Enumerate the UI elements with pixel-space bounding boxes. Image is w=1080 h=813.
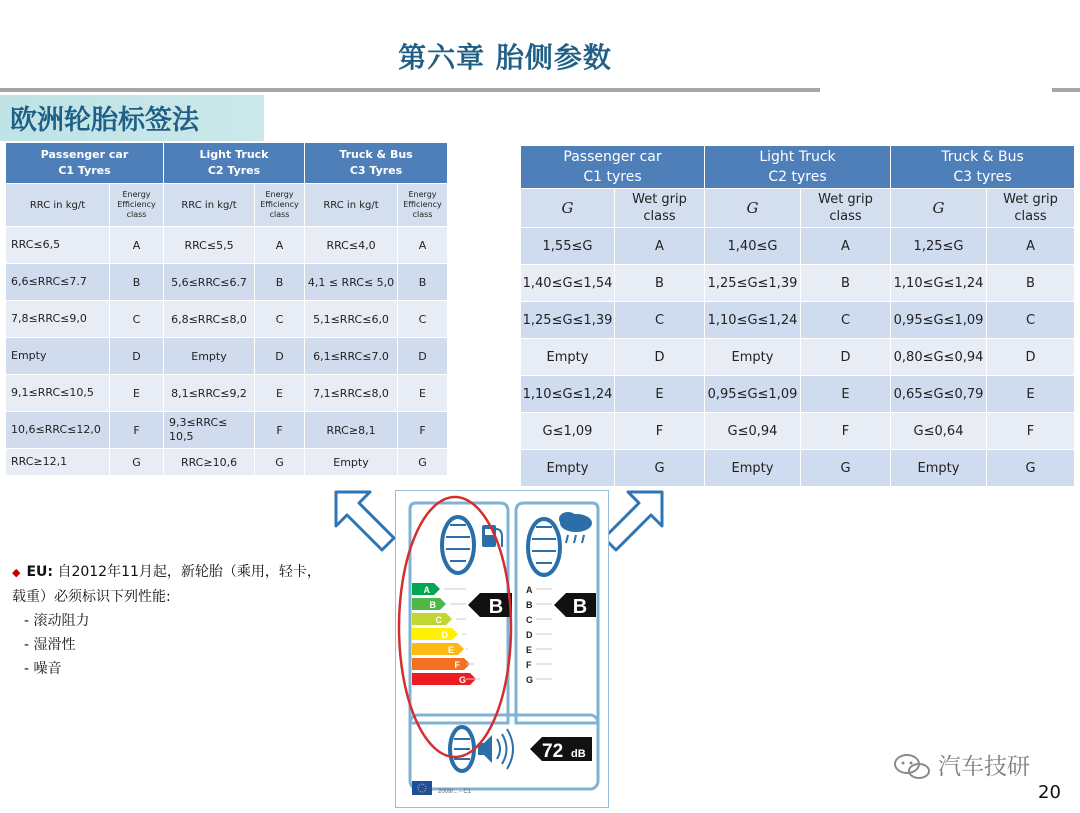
- energy-class-bar: [412, 643, 464, 655]
- table-row: [6, 338, 448, 375]
- table-cell: B: [615, 265, 705, 302]
- table-cell: G: [615, 450, 705, 487]
- table-cell: A: [110, 227, 164, 264]
- table-row: [521, 450, 1075, 487]
- energy-scale: [412, 583, 480, 685]
- rr-subheader-value: RRC in kg/t: [305, 184, 398, 227]
- table-cell: F: [987, 413, 1075, 450]
- table-cell: RRC≤6,5: [6, 227, 110, 264]
- table-cell: E: [615, 376, 705, 413]
- table-cell: 1,40≤G≤1,54: [521, 265, 615, 302]
- table-cell: A: [398, 227, 448, 264]
- table-row: [6, 375, 448, 412]
- rr-group-header: Light Truck C2 Tyres: [164, 143, 305, 184]
- wet-grip-table: [520, 145, 1075, 487]
- wet-class-letter: E: [526, 645, 533, 655]
- table-cell: 5,1≤RRC≤6,0: [305, 301, 398, 338]
- energy-class-letter: C: [435, 615, 442, 625]
- table-cell: RRC≥12,1: [6, 449, 110, 476]
- table-row: [6, 449, 448, 476]
- energy-class-letter: A: [423, 585, 430, 595]
- energy-class-bar: [412, 658, 470, 670]
- section-title: 欧洲轮胎标签法: [10, 105, 199, 136]
- table-cell: B: [255, 264, 305, 301]
- table-cell: 1,10≤G≤1,24: [891, 265, 987, 302]
- table-cell: D: [398, 338, 448, 375]
- table-cell: C: [987, 302, 1075, 339]
- list-item: - 噪音: [24, 661, 62, 677]
- table-cell: Empty: [521, 339, 615, 376]
- table-cell: 6,1≤RRC≤7.0: [305, 338, 398, 375]
- table-cell: F: [615, 413, 705, 450]
- rr-group-header: Truck & Bus C3 Tyres: [305, 143, 448, 184]
- table-cell: Empty: [891, 450, 987, 487]
- table-cell: C: [801, 302, 891, 339]
- rr-subheader-class: Energy Efficiency class: [110, 184, 164, 227]
- wg-subheader-value: G: [705, 189, 801, 228]
- table-cell: 9,3≤RRC≤ 10,5: [164, 412, 255, 449]
- noise-rating: [530, 737, 592, 762]
- wg-subheader-value: G: [521, 189, 615, 228]
- arrow-up-left-icon: [330, 486, 400, 552]
- wet-class-letter: B: [526, 600, 533, 610]
- rolling-resistance-table: [5, 142, 448, 476]
- wg-subheader-class: Wet grip class: [615, 189, 705, 228]
- table-row: [521, 413, 1075, 450]
- noise-unit: dB: [571, 748, 586, 760]
- wet-class-letter: G: [526, 675, 534, 685]
- table-cell: D: [110, 338, 164, 375]
- table-cell: A: [255, 227, 305, 264]
- table-cell: 10,6≤RRC≤12,0: [6, 412, 110, 449]
- wg-subheader-value: G: [891, 189, 987, 228]
- table-cell: 1,10≤G≤1,24: [521, 376, 615, 413]
- table-row: [6, 412, 448, 449]
- table-cell: 1,40≤G: [705, 228, 801, 265]
- label-footer: 2009/... - C1: [438, 789, 472, 795]
- table-cell: 6,6≤RRC≤7.7: [6, 264, 110, 301]
- table-cell: 1,25≤G: [891, 228, 987, 265]
- table-cell: C: [398, 301, 448, 338]
- table-row: [521, 228, 1075, 265]
- eu-label: EU:: [26, 564, 53, 580]
- energy-class-letter: F: [454, 660, 460, 670]
- list-item: - 滚动阻力: [24, 613, 90, 629]
- wechat-icon: [892, 752, 932, 782]
- table-row: [521, 265, 1075, 302]
- speaker-icon: [478, 729, 513, 769]
- wet-class-letter: D: [526, 630, 533, 640]
- table-cell: 0,65≤G≤0,79: [891, 376, 987, 413]
- table-cell: G: [110, 449, 164, 476]
- wg-subheader-class: Wet grip class: [801, 189, 891, 228]
- tyre-icon: [450, 727, 474, 771]
- diamond-bullet-icon: ◆: [12, 566, 21, 579]
- table-cell: F: [255, 412, 305, 449]
- table-cell: 7,8≤RRC≤9,0: [6, 301, 110, 338]
- table-cell: B: [398, 264, 448, 301]
- watermark: 汽车技研: [938, 754, 1030, 780]
- table-cell: Empty: [6, 338, 110, 375]
- table-cell: B: [801, 265, 891, 302]
- energy-class-letter: D: [441, 630, 448, 640]
- table-cell: G: [987, 450, 1075, 487]
- chapter-title: 第六章 胎侧参数: [398, 41, 612, 74]
- table-cell: D: [255, 338, 305, 375]
- table-cell: E: [255, 375, 305, 412]
- table-cell: 1,25≤G≤1,39: [521, 302, 615, 339]
- wet-grip-scale: [526, 585, 552, 685]
- eu-regulation-text: [12, 560, 332, 681]
- energy-class-bar: [412, 628, 458, 640]
- fuel-rating-arrow: [468, 593, 512, 618]
- table-cell: 5,6≤RRC≤6.7: [164, 264, 255, 301]
- table-cell: D: [987, 339, 1075, 376]
- table-cell: F: [110, 412, 164, 449]
- tyre-label-image: [395, 490, 609, 808]
- table-cell: RRC≤5,5: [164, 227, 255, 264]
- table-cell: 0,95≤G≤1,09: [891, 302, 987, 339]
- table-cell: E: [398, 375, 448, 412]
- table-cell: Empty: [305, 449, 398, 476]
- table-cell: C: [615, 302, 705, 339]
- rr-subheader-value: RRC in kg/t: [164, 184, 255, 227]
- wg-subheader-class: Wet grip class: [987, 189, 1075, 228]
- table-row: [6, 264, 448, 301]
- table-cell: F: [398, 412, 448, 449]
- noise-value: 72: [542, 741, 564, 762]
- wet-class-letter: A: [526, 585, 533, 595]
- list-item: - 湿滑性: [24, 637, 76, 653]
- table-cell: 0,80≤G≤0,94: [891, 339, 987, 376]
- table-cell: 7,1≤RRC≤8,0: [305, 375, 398, 412]
- table-cell: RRC≥8,1: [305, 412, 398, 449]
- header-rule: [0, 88, 820, 92]
- wet-rating-arrow: [554, 593, 596, 618]
- wg-group-header: Light Truck C2 tyres: [705, 146, 891, 189]
- rr-subheader-value: RRC in kg/t: [6, 184, 110, 227]
- table-cell: A: [801, 228, 891, 265]
- wet-class-letter: C: [526, 615, 533, 625]
- table-row: [521, 302, 1075, 339]
- table-cell: G: [255, 449, 305, 476]
- wg-group-header: Truck & Bus C3 tyres: [891, 146, 1075, 189]
- table-cell: G≤0,94: [705, 413, 801, 450]
- table-cell: C: [255, 301, 305, 338]
- table-cell: G: [398, 449, 448, 476]
- table-cell: Empty: [705, 339, 801, 376]
- table-cell: B: [987, 265, 1075, 302]
- table-cell: C: [110, 301, 164, 338]
- table-cell: 6,8≤RRC≤8,0: [164, 301, 255, 338]
- table-cell: 0,95≤G≤1,09: [705, 376, 801, 413]
- table-cell: 1,10≤G≤1,24: [705, 302, 801, 339]
- table-cell: Empty: [705, 450, 801, 487]
- eu-paragraph: [12, 560, 332, 609]
- energy-class-letter: B: [429, 600, 436, 610]
- energy-class-letter: G: [458, 675, 466, 685]
- table-cell: 1,25≤G≤1,39: [705, 265, 801, 302]
- table-cell: 4,1 ≤ RRC≤ 5,0: [305, 264, 398, 301]
- table-cell: Empty: [521, 450, 615, 487]
- table-cell: E: [987, 376, 1075, 413]
- page-number: 20: [1038, 782, 1061, 803]
- table-cell: 8,1≤RRC≤9,2: [164, 375, 255, 412]
- rr-group-header: Passenger car C1 Tyres: [6, 143, 164, 184]
- rr-subheader-class: Energy Efficiency class: [255, 184, 305, 227]
- table-cell: D: [801, 339, 891, 376]
- table-cell: Empty: [164, 338, 255, 375]
- table-row: [521, 339, 1075, 376]
- table-cell: A: [987, 228, 1075, 265]
- tyre-icon: [528, 519, 560, 575]
- table-row: [521, 376, 1075, 413]
- table-cell: D: [615, 339, 705, 376]
- table-cell: RRC≤4,0: [305, 227, 398, 264]
- table-cell: 9,1≤RRC≤10,5: [6, 375, 110, 412]
- fuel-rating-letter: B: [488, 596, 504, 618]
- wet-class-letter: F: [526, 660, 532, 670]
- table-cell: E: [801, 376, 891, 413]
- table-cell: A: [615, 228, 705, 265]
- eu-flag-icon: [412, 781, 432, 795]
- table-cell: F: [801, 413, 891, 450]
- table-cell: E: [110, 375, 164, 412]
- eu-body: 自2012年11月起，新轮胎（乘用，轻卡，载重）必须标识下列性能:: [12, 564, 321, 605]
- table-row: [6, 227, 448, 264]
- rr-subheader-class: Energy Efficiency class: [398, 184, 448, 227]
- table-cell: G≤1,09: [521, 413, 615, 450]
- table-cell: G: [801, 450, 891, 487]
- energy-class-bar: [412, 613, 452, 625]
- header-rule-right: [1052, 88, 1080, 92]
- table-cell: B: [110, 264, 164, 301]
- table-cell: G≤0,64: [891, 413, 987, 450]
- table-row: [6, 301, 448, 338]
- energy-class-letter: E: [447, 645, 454, 655]
- tyre-icon: [442, 517, 474, 573]
- table-cell: RRC≥10,6: [164, 449, 255, 476]
- wet-rating-letter: B: [572, 596, 588, 618]
- wg-group-header: Passenger car C1 tyres: [521, 146, 705, 189]
- table-cell: 1,55≤G: [521, 228, 615, 265]
- rain-cloud-icon: [559, 512, 592, 543]
